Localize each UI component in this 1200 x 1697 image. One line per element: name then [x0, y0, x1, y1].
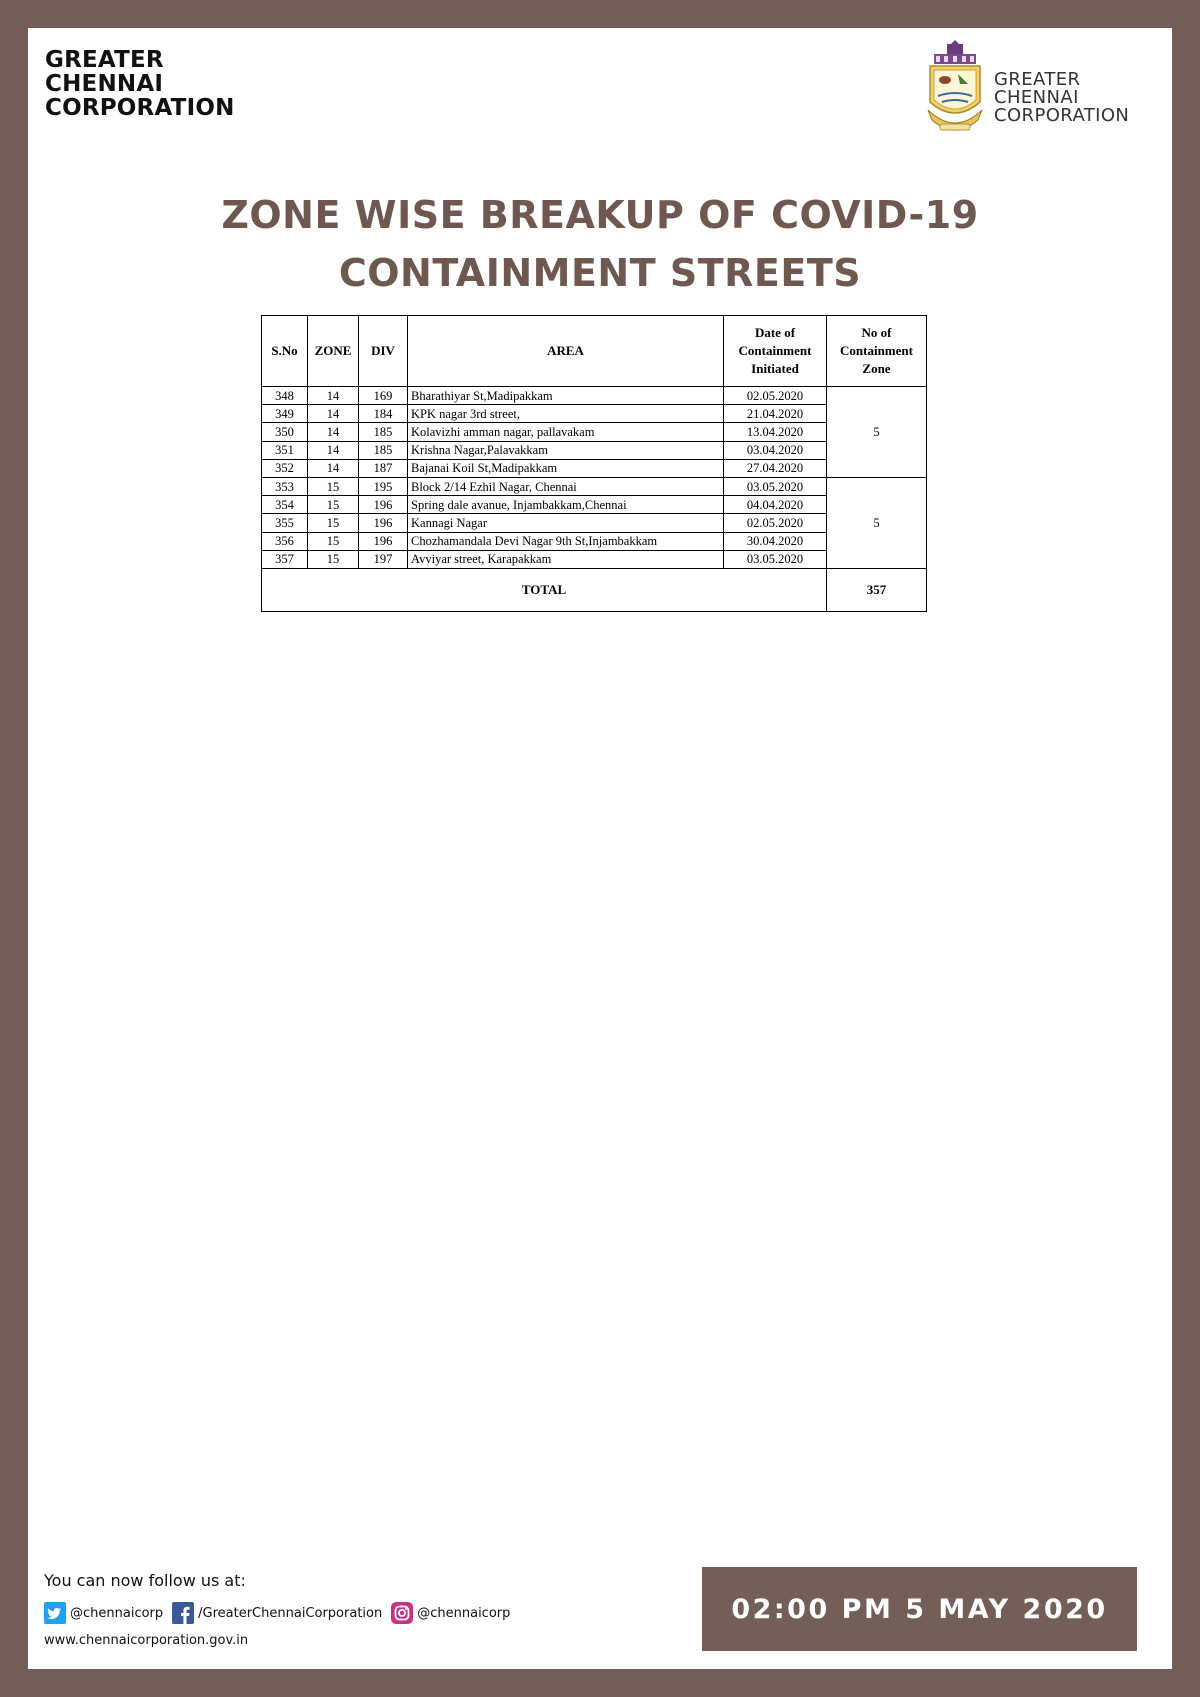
table-total-row: [262, 568, 927, 611]
cell-area: Block 2/14 Ezhil Nagar, Chennai: [408, 477, 724, 495]
cell-area: KPK nagar 3rd street,: [408, 405, 724, 423]
column-header-date: [724, 316, 827, 387]
table-row: [262, 387, 927, 405]
cell-div: 196: [359, 532, 408, 550]
cell-zone-count: 5: [827, 387, 927, 478]
column-header-zone-count: [827, 316, 927, 387]
title-line: CONTAINMENT STREETS: [338, 251, 862, 295]
title-line: ZONE WISE BREAKUP OF COVID-19: [221, 193, 979, 237]
cell-area: Krishna Nagar,Palavakkam: [408, 441, 724, 459]
cell-date: 04.04.2020: [724, 496, 827, 514]
twitter-handle[interactable]: @chennaicorp: [70, 1605, 164, 1621]
cell-div: 195: [359, 477, 408, 495]
cell-sno: 352: [262, 459, 308, 477]
cell-area: Kolavizhi amman nagar, pallavakam: [408, 423, 724, 441]
containment-table: [261, 315, 927, 612]
cell-zone: 15: [308, 477, 359, 495]
cell-date: 21.04.2020: [724, 405, 827, 423]
header-line: No of: [861, 325, 892, 340]
total-value: 357: [827, 568, 927, 611]
website-link[interactable]: www.chennaicorporation.gov.in: [44, 1633, 249, 1648]
document-title: [28, 186, 1172, 302]
column-header-div: DIV: [359, 316, 408, 387]
document-page: [28, 28, 1172, 1669]
instagram-icon[interactable]: [391, 1602, 413, 1624]
cell-zone: 14: [308, 405, 359, 423]
header-line: Containment: [738, 343, 812, 358]
cell-area: Chozhamandala Devi Nagar 9th St,Injambakkam: [408, 532, 724, 550]
cell-sno: 355: [262, 514, 308, 532]
cell-date: 30.04.2020: [724, 532, 827, 550]
header-line: Zone: [862, 361, 891, 376]
cell-date: 02.05.2020: [724, 514, 827, 532]
cell-zone: 14: [308, 423, 359, 441]
cell-zone: 15: [308, 532, 359, 550]
cell-sno: 348: [262, 387, 308, 405]
cell-date: 03.04.2020: [724, 441, 827, 459]
cell-sno: 356: [262, 532, 308, 550]
cell-div: 184: [359, 405, 408, 423]
brand-line: CORPORATION: [994, 105, 1130, 126]
cell-date: 03.05.2020: [724, 550, 827, 568]
header-line: Initiated: [751, 361, 799, 376]
brand-line: CORPORATION: [45, 95, 235, 121]
cell-div: 196: [359, 514, 408, 532]
social-links: [44, 1602, 519, 1624]
brand-wordmark-left: [45, 48, 235, 120]
cell-date: 03.05.2020: [724, 477, 827, 495]
cell-div: 197: [359, 550, 408, 568]
brand-text-right: [994, 71, 1129, 125]
cell-date: 13.04.2020: [724, 423, 827, 441]
brand-line: GREATER: [45, 47, 164, 73]
cell-zone: 15: [308, 496, 359, 514]
cell-div: 196: [359, 496, 408, 514]
cell-date: 02.05.2020: [724, 387, 827, 405]
cell-sno: 357: [262, 550, 308, 568]
brand-line: GREATER: [994, 69, 1081, 90]
brand-logo-right: [920, 40, 1160, 140]
follow-us-text: You can now follow us at:: [44, 1571, 246, 1590]
cell-div: 169: [359, 387, 408, 405]
table-header-row: [262, 316, 927, 387]
header-line: Date of: [754, 325, 796, 340]
cell-zone: 14: [308, 387, 359, 405]
instagram-handle[interactable]: @chennaicorp: [417, 1605, 511, 1621]
datetime-badge: 02:00 PM 5 MAY 2020: [702, 1567, 1137, 1651]
cell-zone: 15: [308, 550, 359, 568]
cell-sno: 350: [262, 423, 308, 441]
cell-div: 185: [359, 441, 408, 459]
cell-area: Bharathiyar St,Madipakkam: [408, 387, 724, 405]
facebook-icon[interactable]: [172, 1602, 194, 1624]
total-label: TOTAL: [262, 568, 827, 611]
facebook-handle[interactable]: /GreaterChennaiCorporation: [198, 1605, 383, 1621]
cell-zone: 14: [308, 459, 359, 477]
cell-sno: 351: [262, 441, 308, 459]
cell-area: Kannagi Nagar: [408, 514, 724, 532]
brand-line: CHENNAI: [994, 87, 1079, 108]
cell-zone-count: 5: [827, 477, 927, 568]
cell-area: Avviyar street, Karapakkam: [408, 550, 724, 568]
cell-div: 187: [359, 459, 408, 477]
cell-div: 185: [359, 423, 408, 441]
header-line: Containment: [840, 343, 913, 358]
cell-sno: 353: [262, 477, 308, 495]
cell-area: Spring dale avanue, Injambakkam,Chennai: [408, 496, 724, 514]
brand-line: CHENNAI: [45, 71, 164, 97]
gcc-seal-logo: [920, 40, 990, 140]
cell-sno: 354: [262, 496, 308, 514]
cell-zone: 15: [308, 514, 359, 532]
cell-sno: 349: [262, 405, 308, 423]
cell-date: 27.04.2020: [724, 459, 827, 477]
column-header-sno: S.No: [262, 316, 308, 387]
table-row: [262, 477, 927, 495]
twitter-icon[interactable]: [44, 1602, 66, 1624]
column-header-zone: ZONE: [308, 316, 359, 387]
cell-zone: 14: [308, 441, 359, 459]
cell-area: Bajanai Koil St,Madipakkam: [408, 459, 724, 477]
column-header-area: AREA: [408, 316, 724, 387]
